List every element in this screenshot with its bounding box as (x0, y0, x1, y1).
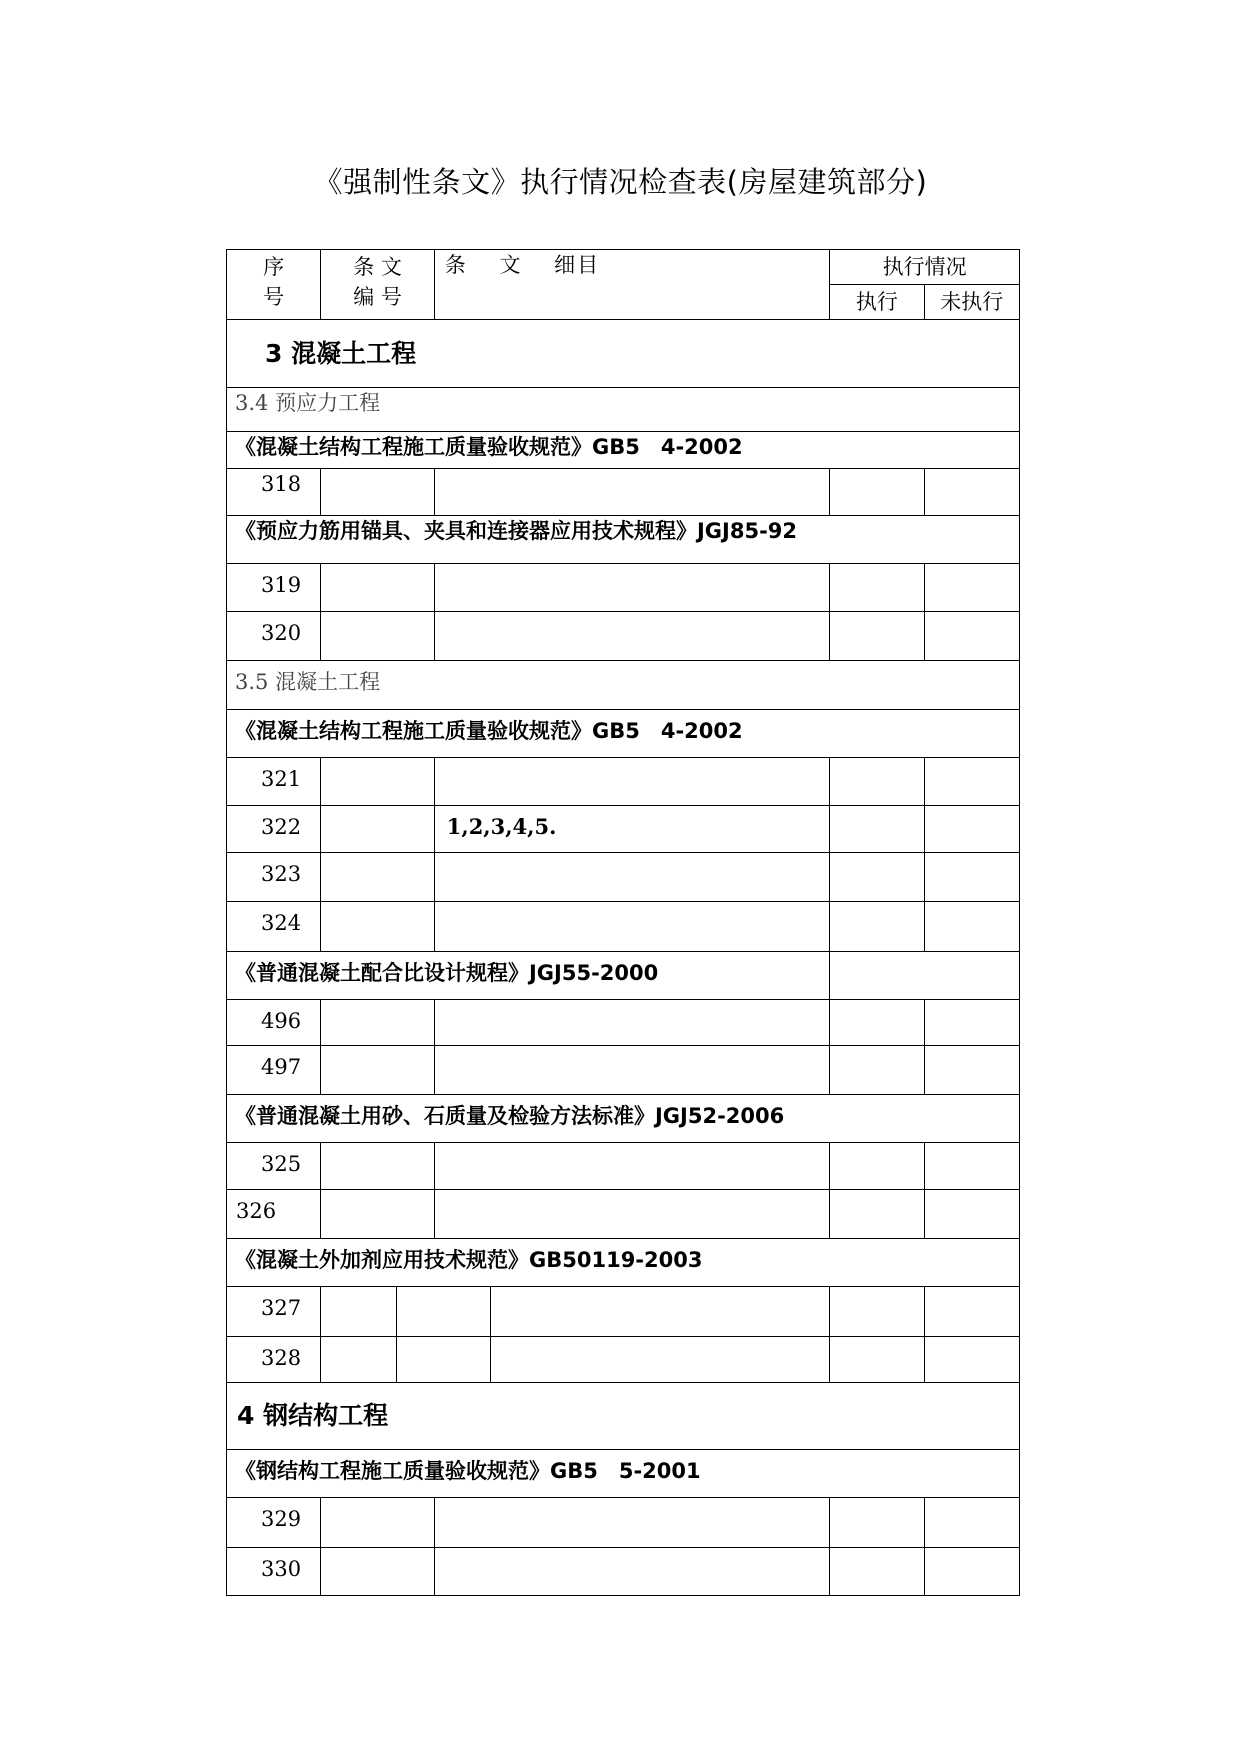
table-row (227, 853, 1020, 902)
row-number: 323 (227, 853, 321, 902)
spec-title: 《混凝土结构工程施工质量验收规范》GB5 4-2002 (227, 432, 1020, 469)
header-seq-line2: 号 (263, 285, 285, 309)
not-done-cell (924, 564, 1019, 612)
not-done-cell (924, 1143, 1019, 1190)
table-row (227, 1337, 1020, 1383)
header-done: 执行 (830, 285, 924, 320)
clause-code-cell (321, 1143, 434, 1190)
clause-item-cell (434, 902, 829, 952)
section-heading: 4 钢结构工程 (227, 1383, 1020, 1450)
row-number: 328 (227, 1337, 321, 1383)
spec-row (227, 952, 1020, 1000)
clause-code-cell (321, 902, 434, 952)
spec-row (227, 432, 1020, 469)
row-number: 324 (227, 902, 321, 952)
subsection-heading: 3.4 预应力工程 (227, 388, 1020, 432)
table-row (227, 902, 1020, 952)
not-done-cell (924, 1287, 1019, 1337)
clause-item-cell (434, 1190, 829, 1239)
table-row (227, 1190, 1020, 1239)
spec-title: 《钢结构工程施工质量验收规范》GB5 5-2001 (227, 1450, 1020, 1498)
done-cell (830, 1143, 924, 1190)
not-done-cell (924, 1190, 1019, 1239)
header-status: 执行情况 (830, 250, 1020, 285)
row-number: 319 (227, 564, 321, 612)
row-number: 318 (227, 469, 321, 516)
spec-row (227, 1450, 1020, 1498)
table-row (227, 1287, 1020, 1337)
row-number: 327 (227, 1287, 321, 1337)
table-row (227, 806, 1020, 853)
not-done-cell (924, 469, 1019, 516)
not-done-cell (924, 853, 1019, 902)
clause-code-cell (321, 612, 434, 661)
header-seq (227, 250, 321, 320)
section-heading: 3 混凝土工程 (227, 320, 1020, 388)
done-cell (830, 469, 924, 516)
section-row (227, 1383, 1020, 1450)
spec-title: 《混凝土外加剂应用技术规范》GB50119-2003 (227, 1239, 1020, 1287)
done-cell (830, 853, 924, 902)
header-item: 条 文 细目 (434, 250, 829, 320)
row-number: 326 (227, 1190, 321, 1239)
done-cell (830, 612, 924, 661)
done-cell (830, 1046, 924, 1095)
clause-code-cell (321, 469, 434, 516)
row-number: 496 (227, 1000, 321, 1046)
subsection-heading: 3.5 混凝土工程 (227, 661, 1020, 710)
done-cell (830, 1190, 924, 1239)
spec-row (227, 516, 1020, 564)
subsection-row (227, 388, 1020, 432)
checklist-table (226, 249, 1020, 1596)
clause-code-cell (321, 1000, 434, 1046)
clause-subcode-cell (396, 1287, 490, 1337)
section-row (227, 320, 1020, 388)
header-code (321, 250, 434, 320)
spec-row (227, 1095, 1020, 1143)
not-done-cell (924, 1000, 1019, 1046)
header-code-line2: 编 号 (353, 285, 402, 309)
clause-item-cell (434, 1498, 829, 1548)
done-cell (830, 902, 924, 952)
header-seq-line1: 序 (263, 255, 285, 279)
clause-item-cell (490, 1337, 829, 1383)
spec-title: 《预应力筋用锚具、夹具和连接器应用技术规程》JGJ85-92 (227, 516, 1020, 564)
clause-code-cell (321, 1548, 434, 1596)
spec-title: 《混凝土结构工程施工质量验收规范》GB5 4-2002 (227, 710, 1020, 758)
clause-code-cell (321, 564, 434, 612)
row-number: 325 (227, 1143, 321, 1190)
table-row (227, 612, 1020, 661)
spec-row (227, 710, 1020, 758)
clause-item-cell (434, 564, 829, 612)
spec-title: 《普通混凝土用砂、石质量及检验方法标准》JGJ52-2006 (227, 1095, 1020, 1143)
row-number: 497 (227, 1046, 321, 1095)
clause-item-cell (434, 758, 829, 806)
table-row (227, 469, 1020, 516)
done-cell (830, 806, 924, 853)
clause-item-cell (434, 1046, 829, 1095)
not-done-cell (924, 1046, 1019, 1095)
not-done-cell (924, 902, 1019, 952)
not-done-cell (924, 1498, 1019, 1548)
table-row (227, 1498, 1020, 1548)
header-row-top (227, 250, 1020, 285)
table-row (227, 1548, 1020, 1596)
row-number: 329 (227, 1498, 321, 1548)
clause-code-cell (321, 758, 434, 806)
page-title: 《强制性条文》执行情况检查表(房屋建筑部分) (313, 165, 928, 199)
clause-code-cell (321, 1498, 434, 1548)
header-not-done: 未执行 (924, 285, 1019, 320)
clause-code-cell (321, 853, 434, 902)
not-done-cell (924, 1337, 1019, 1383)
table-row (227, 1046, 1020, 1095)
done-cell (830, 1498, 924, 1548)
done-cell (830, 758, 924, 806)
clause-code-cell (321, 1337, 396, 1383)
clause-code-cell (321, 1190, 434, 1239)
subsection-row (227, 661, 1020, 710)
row-number: 322 (227, 806, 321, 853)
header-code-line1: 条 文 (353, 255, 402, 279)
done-cell (830, 1287, 924, 1337)
clause-item-cell (434, 1000, 829, 1046)
done-cell (830, 564, 924, 612)
row-number: 321 (227, 758, 321, 806)
clause-subcode-cell (396, 1337, 490, 1383)
table-row (227, 1143, 1020, 1190)
not-done-cell (924, 758, 1019, 806)
not-done-cell (924, 1548, 1019, 1596)
clause-item-cell (434, 1548, 829, 1596)
spec-row (227, 1239, 1020, 1287)
table-row (227, 564, 1020, 612)
not-done-cell (924, 806, 1019, 853)
clause-item-cell (434, 853, 829, 902)
clause-item-cell (434, 469, 829, 516)
clause-item-cell (490, 1287, 829, 1337)
table-row (227, 758, 1020, 806)
done-cell (830, 1000, 924, 1046)
done-cell (830, 1337, 924, 1383)
clause-item-cell: 1,2,3,4,5. (434, 806, 829, 853)
clause-item-cell (434, 1143, 829, 1190)
spec-status-cell (830, 952, 1020, 1000)
row-number: 320 (227, 612, 321, 661)
done-cell (830, 1548, 924, 1596)
clause-item-cell (434, 612, 829, 661)
clause-code-cell (321, 806, 434, 853)
clause-code-cell (321, 1046, 434, 1095)
spec-title: 《普通混凝土配合比设计规程》JGJ55-2000 (227, 952, 830, 1000)
row-number: 330 (227, 1548, 321, 1596)
not-done-cell (924, 612, 1019, 661)
table-row (227, 1000, 1020, 1046)
clause-code-cell (321, 1287, 396, 1337)
